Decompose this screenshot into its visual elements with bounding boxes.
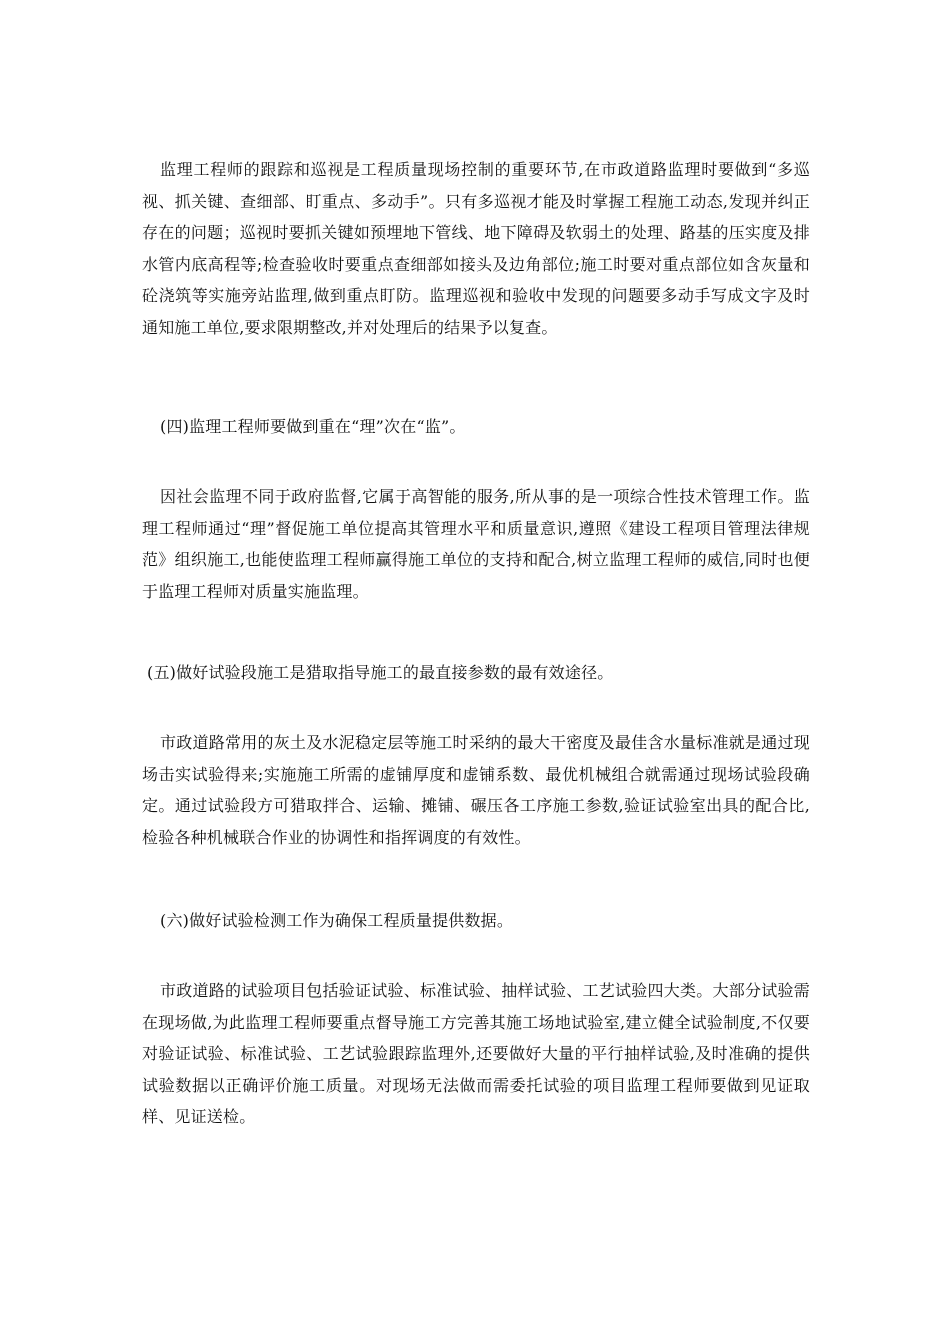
section-heading-six: (六)做好试验检测工作为确保工程质量提供数据。	[160, 911, 514, 930]
paragraph-inspection: 监理工程师的跟踪和巡视是工程质量现场控制的重要环节,在市政道路监理时要做到“多巡视、抓关键、查细部、盯重点、多动手”。只有多巡视才能及时掌握工程施工动态,发现并纠正存在的问题；巡视时要抓关键如预埋地下管线、地下障碍及软弱土的处理、路基的压实度及排水管内底高程等;检查验收时要重点查细部如接头及边角部位;施工时要对重点部位如含灰量和砼浇筑等实施旁站监理,做到重点盯防。监理巡视和验收中发现的问题要多动手写成文字及时通知施工单位,要求限期整改,并对处理后的结果予以复查。	[142, 160, 810, 337]
section-heading-five: (五)做好试验段施工是猎取指导施工的最直接参数的最有效途径。	[147, 663, 614, 682]
section-heading-four: (四)监理工程师要做到重在“理”次在“监”。	[160, 417, 466, 436]
paragraph-trial-section: 市政道路常用的灰土及水泥稳定层等施工时采纳的最大干密度及最佳含水量标准就是通过现场击实试验得来;实施施工所需的虚铺厚度和虚铺系数、最优机械组合就需通过现场试验段确定。通过试验段方可猎取拌合、运输、摊铺、碾压各工序施工参数,验证试验室出具的配合比,检验各种机械联合作业的协调性和指挥调度的有效性。	[142, 733, 810, 847]
paragraph-management: 因社会监理不同于政府监督,它属于高智能的服务,所从事的是一项综合性技术管理工作。监理工程师通过“理”督促施工单位提高其管理水平和质量意识,遵照《建设工程项目管理法律规范》组织施工,也能使监理工程师赢得施工单位的支持和配合,树立监理工程师的威信,同时也便于监理工程师对质量实施监理。	[142, 487, 810, 601]
paragraph-testing: 市政道路的试验项目包括验证试验、标准试验、抽样试验、工艺试验四大类。大部分试验需在现场做,为此监理工程师要重点督导施工方完善其施工场地试验室,建立健全试验制度,不仅要对验证试验、标准试验、工艺试验跟踪监理外,还要做好大量的平行抽样试验,及时准确的提供试验数据以正确评价施工质量。对现场无法做而需委托试验的项目监理工程师要做到见证取样、见证送检。	[142, 981, 810, 1126]
